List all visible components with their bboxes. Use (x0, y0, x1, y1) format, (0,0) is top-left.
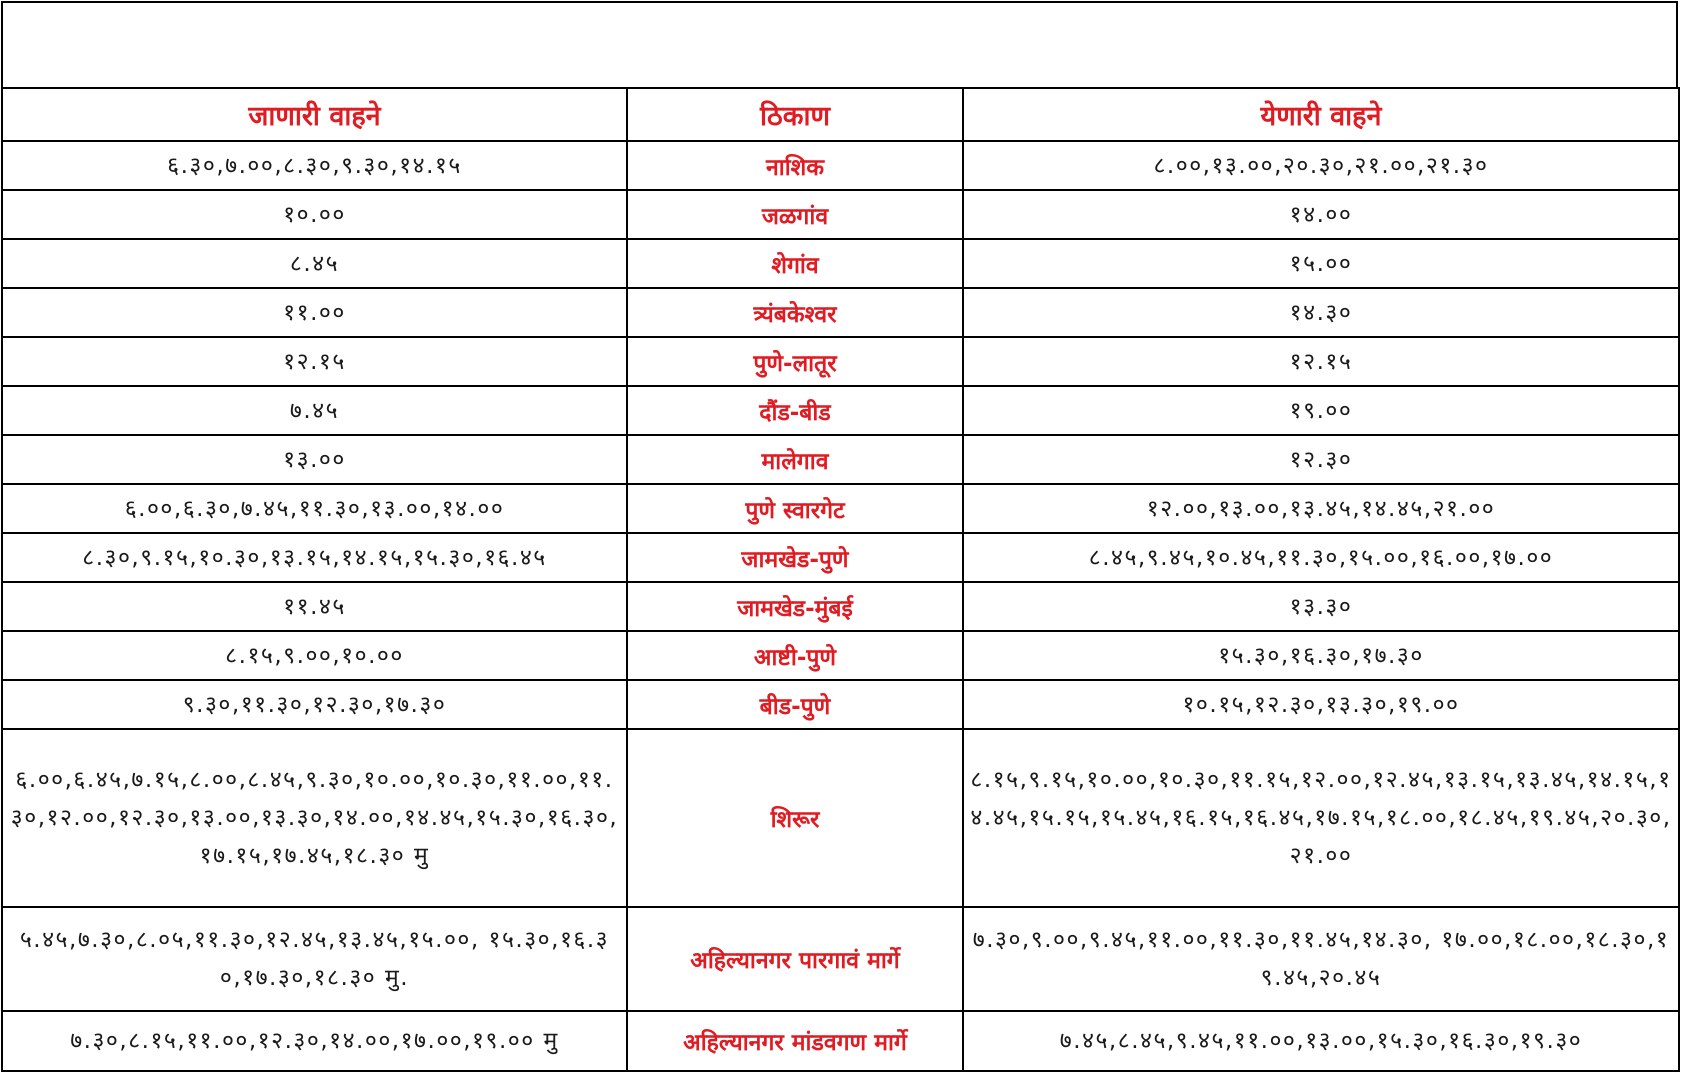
arriving-times: १०.१५,१२.३०,१३.३०,१९.०० (963, 680, 1679, 729)
arriving-times: १९.०० (963, 386, 1679, 435)
arriving-times: १५.३०,१६.३०,१७.३० (963, 631, 1679, 680)
table-row (2, 729, 1679, 907)
departing-times: ६.००,६.४५,७.१५,८.००,८.४५,९.३०,१०.००,१०.३०,११.००,११.३०,१२.००,१२.३०,१३.००,१३.३०,१४.००,१४.४५,१५.३०,१६.३०,१७.१५,१७.४५,१८.३० मु (2, 729, 627, 907)
table-row (2, 141, 1679, 190)
destination-name: शिरूर (627, 729, 963, 907)
departing-times: ५.४५,७.३०,८.०५,११.३०,१२.४५,१३.४५,१५.००, १५.३०,१६.३०,१७.३०,१८.३० मु. (2, 907, 627, 1011)
arriving-times: १४.३० (963, 288, 1679, 337)
arriving-times: १४.०० (963, 190, 1679, 239)
table-row (2, 288, 1679, 337)
header-arriving: येणारी वाहने (963, 88, 1679, 141)
table-row (2, 533, 1679, 582)
departing-times: ८.३०,९.१५,१०.३०,१३.१५,१४.१५,१५.३०,१६.४५ (2, 533, 627, 582)
departing-times: ९.३०,११.३०,१२.३०,१७.३० (2, 680, 627, 729)
departing-times: ७.३०,८.१५,११.००,१२.३०,१४.००,१७.००,१९.०० मु (2, 1011, 627, 1071)
title-band (1, 1, 1678, 87)
arriving-times: १३.३० (963, 582, 1679, 631)
departing-times: ६.३०,७.००,८.३०,९.३०,१४.१५ (2, 141, 627, 190)
destination-name: मालेगाव (627, 435, 963, 484)
arriving-times: ८.४५,९.४५,१०.४५,११.३०,१५.००,१६.००,१७.०० (963, 533, 1679, 582)
header-destination: ठिकाण (627, 88, 963, 141)
arriving-times: १२.१५ (963, 337, 1679, 386)
arriving-times: ७.३०,९.००,९.४५,११.००,११.३०,११.४५,१४.३०, १७.००,१८.००,१८.३०,१९.४५,२०.४५ (963, 907, 1679, 1011)
destination-name: आष्टी-पुणे (627, 631, 963, 680)
destination-name: पुणे स्वारगेट (627, 484, 963, 533)
departing-times: १०.०० (2, 190, 627, 239)
destination-name: जळगांव (627, 190, 963, 239)
arriving-times: ८.१५,९.१५,१०.००,१०.३०,११.१५,१२.००,१२.४५,१३.१५,१३.४५,१४.१५,१४.४५,१५.१५,१५.४५,१६.१५,१६.४५,१७.१५,१८.००,१८.४५,१९.४५,२०.३०,२१.०० (963, 729, 1679, 907)
departing-times: ६.००,६.३०,७.४५,११.३०,१३.००,१४.०० (2, 484, 627, 533)
table-row (2, 386, 1679, 435)
arriving-times: ७.४५,८.४५,९.४५,११.००,१३.००,१५.३०,१६.३०,१९.३० (963, 1011, 1679, 1071)
destination-name: शेगांव (627, 239, 963, 288)
table-row (2, 582, 1679, 631)
destination-name: पुणे-लातूर (627, 337, 963, 386)
departing-times: ७.४५ (2, 386, 627, 435)
table-row (2, 239, 1679, 288)
table-row (2, 1011, 1679, 1071)
destination-name: बीड-पुणे (627, 680, 963, 729)
arriving-times: १५.०० (963, 239, 1679, 288)
departing-times: १३.०० (2, 435, 627, 484)
destination-name: जामखेड-मुंबई (627, 582, 963, 631)
departing-times: ८.४५ (2, 239, 627, 288)
destination-name: अहिल्यानगर मांडवगण मार्गे (627, 1011, 963, 1071)
table-row (2, 631, 1679, 680)
table-row (2, 190, 1679, 239)
destination-name: अहिल्यानगर पारगावं मार्गे (627, 907, 963, 1011)
departing-times: ८.१५,९.००,१०.०० (2, 631, 627, 680)
destination-name: नाशिक (627, 141, 963, 190)
timetable (1, 87, 1680, 1072)
destination-name: जामखेड-पुणे (627, 533, 963, 582)
arriving-times: १२.३० (963, 435, 1679, 484)
header-row (2, 88, 1679, 141)
table-row (2, 435, 1679, 484)
departing-times: ११.४५ (2, 582, 627, 631)
destination-name: त्र्यंबकेश्वर (627, 288, 963, 337)
table-row (2, 680, 1679, 729)
table-row (2, 337, 1679, 386)
arriving-times: ८.००,१३.००,२०.३०,२१.००,२१.३० (963, 141, 1679, 190)
departing-times: ११.०० (2, 288, 627, 337)
destination-name: दौंड-बीड (627, 386, 963, 435)
table-row (2, 907, 1679, 1011)
header-departing: जाणारी वाहने (2, 88, 627, 141)
table-row (2, 484, 1679, 533)
departing-times: १२.१५ (2, 337, 627, 386)
arriving-times: १२.००,१३.००,१३.४५,१४.४५,२१.०० (963, 484, 1679, 533)
